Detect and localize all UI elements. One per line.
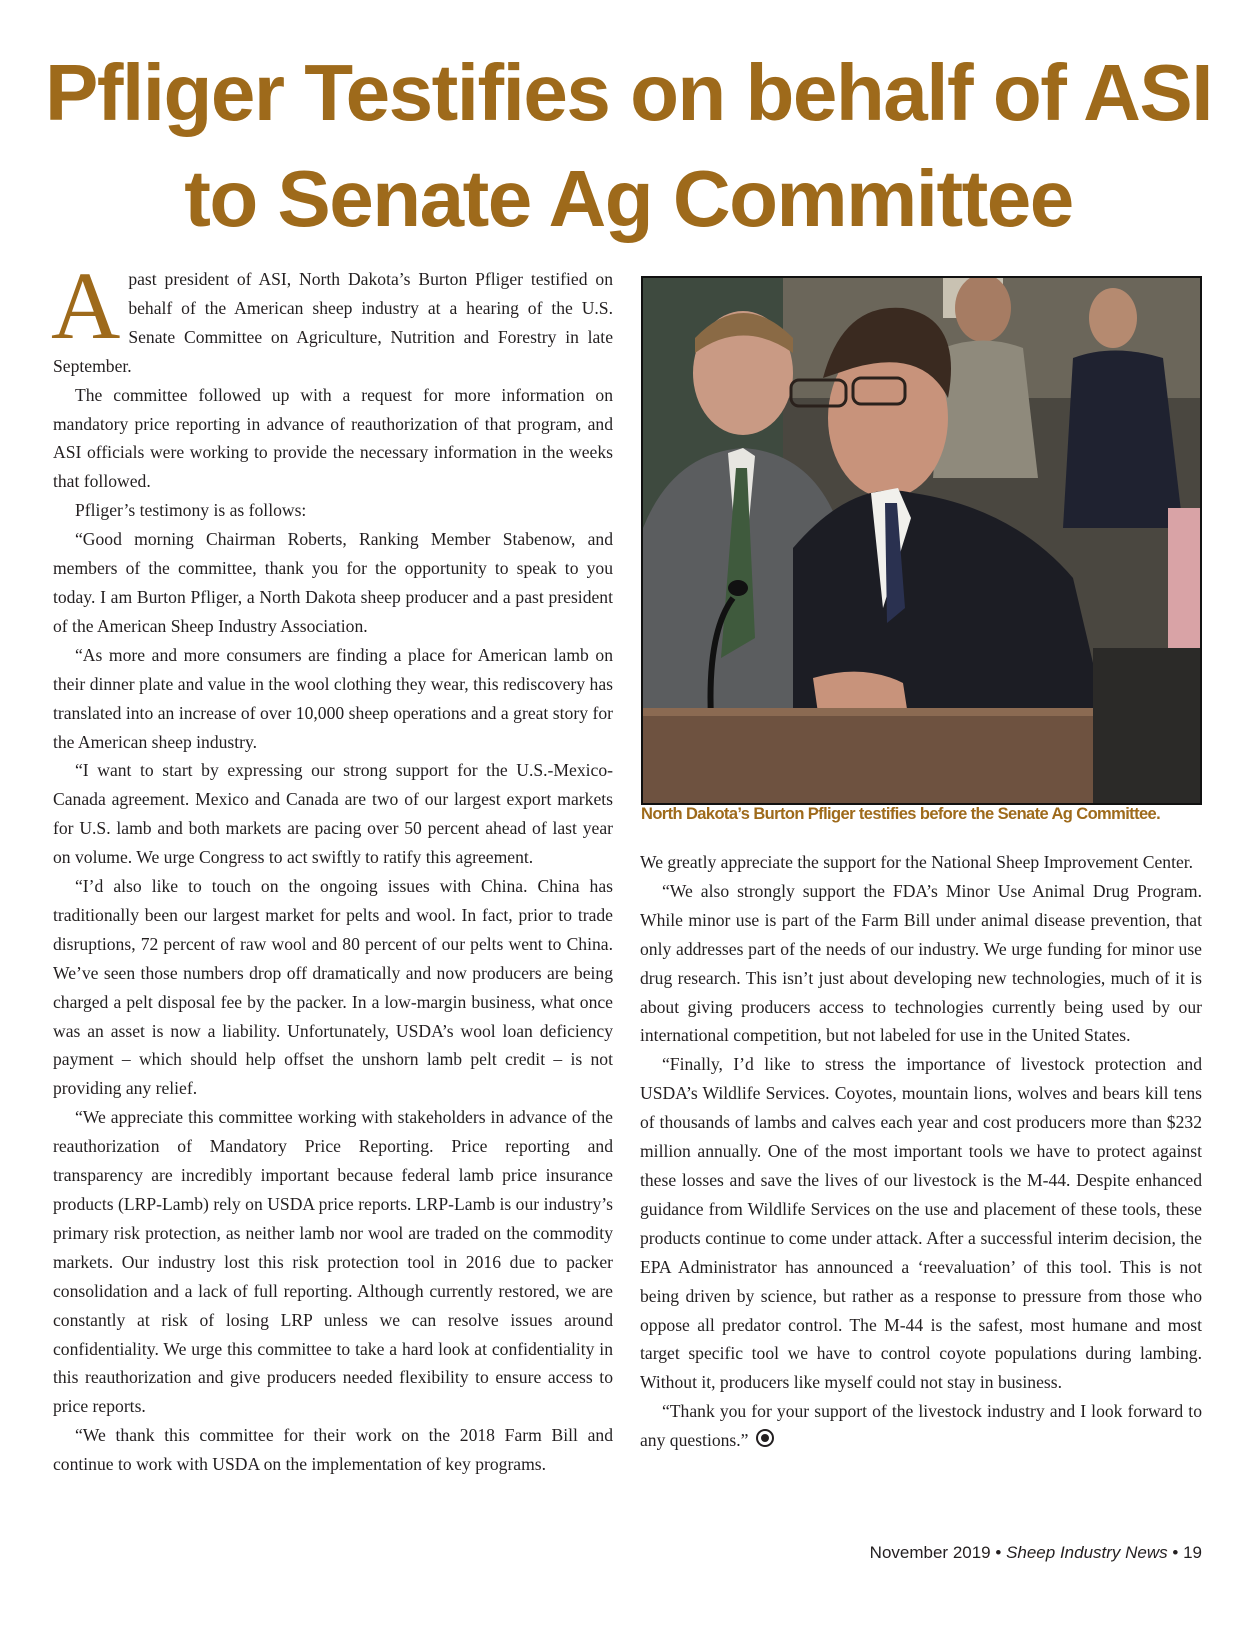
page-number: 19: [1183, 1543, 1202, 1562]
paragraph: “We also strongly support the FDA’s Minor Use Animal Drug Program. While minor use is part of the Farm Bill under animal disease prevention, that only addresses part of the needs of our industry. We urge funding for minor use drug research. This isn’t just about developing new technologies, much of it is about giving producers access to technologies currently being used by our international competition, but not labeled for use in the United States.: [640, 880, 1202, 1046]
paragraph: “I want to start by expressing our strong support for the U.S.-Mexico-Canada agreement. Mexico and Canada are two of our largest export markets for U.S. lamb and both markets are pacing over 50 percent ahead of last year on volume. We urge Congress to act swiftly to ratify this agreement.: [53, 760, 613, 868]
drop-cap: A: [51, 252, 121, 359]
paragraph: “We appreciate this committee working with stakeholders in advance of the reauthorization of Mandatory Price Reporting. Price reporting and transparency are incredibly important because federal lamb price insurance products (LRP-Lamb) rely on USDA price reports. LRP-Lamb is our industry’s primary risk protection, as neither lamb nor wool are traded on the commodity markets. Our industry lost this risk protection tool in 2016 due to packer consolidation and a lack of full reporting. Although currently restored, we are constantly at risk of losing LRP unless we can resolve issues around confidentiality. We urge this committee to take a hard look at confidentiality in this reauthorization and give producers needed flexibility to ensure access to price reports.: [53, 1107, 613, 1417]
paragraph: “We thank this committee for their work on the 2018 Farm Bill and continue to work with USDA on the implementation of key programs.: [53, 1425, 613, 1475]
left-column: [51, 252, 613, 1479]
footer-separator: •: [1172, 1543, 1179, 1562]
paragraph: “Good morning Chairman Roberts, Ranking Member Stabenow, and members of the committee, thank you for the opportunity to speak to you today. I am Burton Pfliger, a North Dakota sheep producer and a past president of the American Sheep Industry Association.: [53, 529, 613, 636]
publication-name: Sheep Industry News: [1006, 1543, 1168, 1562]
right-column: [640, 848, 1202, 1455]
paragraph: “Finally, I’d like to stress the importance of livestock protection and USDA’s Wildlife Services. Coyotes, mountain lions, wolves and bears kill tens of thousands of lambs and calves each year and cost producers more than $232 million annually. One of the most important tools we have to protect against these losses and save the lives of our livestock is the M-44. Despite enhanced guidance from Wildlife Services on the use and placement of these tools, these products continue to come under attack. After a successful interim decision, the EPA Administrator has announced a ‘reevaluation’ of this tool. This is not being driven by science, but rather as a response to pressure from those who oppose all predator control. The M-44 is the safest, most humane and most target specific tool we have to control coyote populations during lambing. Without it, producers like myself could not stay in business.: [640, 1054, 1202, 1393]
lead-text: past president of ASI, North Dakota’s Burton Pfliger testified on behalf of the American sheep industry at a hearing of the U.S. Senate Committee on Agriculture, Nutrition and Forestry in late September.: [53, 269, 613, 376]
closing-paragraph: [640, 1397, 1202, 1455]
page-footer: [870, 1543, 1202, 1563]
asi-logo-icon: [756, 1429, 774, 1447]
photo-caption: North Dakota’s Burton Pfliger testifies before the Senate Ag Committee.: [641, 805, 1161, 823]
headline: Pfliger Testifies on behalf of ASI to Senate Ag Committee: [45, 48, 1212, 243]
closing-text: “Thank you for your support of the livestock industry and I look forward to any questions.”: [640, 1401, 1202, 1451]
paragraph: The committee followed up with a request for more information on mandatory price reporting in advance of reauthorization of that program, and ASI officials were working to provide the necessary information in the weeks that followed.: [53, 384, 613, 492]
hearing-photo: [641, 276, 1202, 805]
photo-illustration: [643, 278, 1200, 803]
lead-paragraph: [51, 252, 613, 381]
paragraph: Pfliger’s testimony is as follows:: [75, 500, 307, 521]
paragraph: “I’d also like to touch on the ongoing issues with China. China has traditionally been our largest market for pelts and wool. In fact, prior to trade disruptions, 72 percent of raw wool and 80 percent of our pelts went to China. We’ve seen those numbers drop off dramatically and now producers are being charged a pelt disposal fee by the packer. In a low-margin business, what once was an asset is now a liability. Unfortunately, USDA’s wool loan deficiency payment – which should help offset the unshorn lamb pelt credit – is not providing any relief.: [53, 876, 613, 1099]
paragraph: “As more and more consumers are finding a place for American lamb on their dinner plate and value in the wool clothing they wear, this rediscovery has translated into an increase of over 10,000 sheep operations and a great story for the American sheep industry.: [53, 644, 613, 752]
paragraph: We greatly appreciate the support for the National Sheep Improvement Center.: [640, 852, 1194, 872]
footer-separator: •: [995, 1543, 1002, 1562]
issue-date: November 2019: [869, 1543, 991, 1562]
